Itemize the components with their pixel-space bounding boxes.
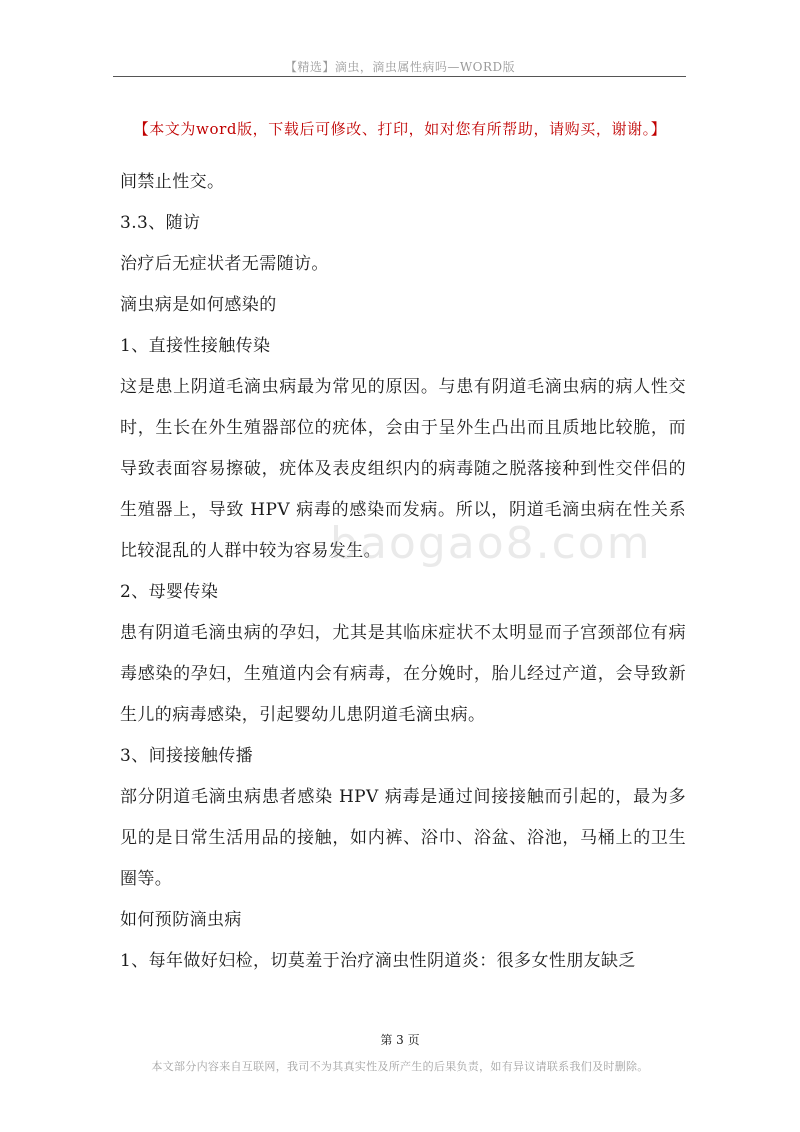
section-heading: 2、母婴传染 — [120, 582, 219, 602]
paragraph: 这是患上阴道毛滴虫病最为常见的原因。与患有阴道毛滴虫病的病人性交时，生长在外生殖器部位的疣体，会由于呈外生凸出而且质地比较脆，而导致表面容易擦破，疣体及表皮组织内的病毒随之脱落接种到性交伴侣的生殖器上，导致 HPV 病毒的感染而发病。所以，阴道毛滴虫病在性关系比较混乱的人群中较为容易发生。 — [120, 377, 686, 561]
section-heading: 3.3、随访 — [120, 213, 201, 233]
page-header-title: 【精选】滴虫，滴虫属性病吗—WORD版 — [284, 60, 516, 74]
header-divider — [113, 76, 686, 77]
section-heading: 滴虫病是如何感染的 — [120, 295, 277, 315]
section-heading: 1、直接性接触传染 — [120, 336, 271, 356]
document-body — [120, 162, 686, 982]
section-heading: 如何预防滴虫病 — [120, 910, 242, 930]
paragraph: 治疗后无症状者无需随访。 — [120, 254, 329, 274]
paragraph: 部分阴道毛滴虫病患者感染 HPV 病毒是通过间接接触而引起的，最为多见的是日常生活用品的接触，如内裤、浴巾、浴盆、浴池，马桶上的卫生圈等。 — [120, 787, 686, 889]
page-number: 第 3 页 — [380, 1033, 420, 1047]
paragraph: 患有阴道毛滴虫病的孕妇，尤其是其临床症状不太明显而子宫颈部位有病毒感染的孕妇，生殖道内会有病毒，在分娩时，胎儿经过产道，会导致新生儿的病毒感染，引起婴幼儿患阴道毛滴虫病。 — [120, 623, 686, 725]
purchase-notice: 【本文为word版，下载后可修改、打印，如对您有所帮助，请购买，谢谢。】 — [133, 120, 667, 138]
paragraph: 间禁止性交。 — [120, 172, 225, 192]
watermark: baogao8.com — [330, 518, 652, 569]
page-footer-disclaimer: 本文部分内容来自互联网，我司不为其真实性及所产生的后果负责，如有异议请联系我们及时删除。 — [151, 1060, 649, 1073]
section-heading: 3、间接接触传播 — [120, 746, 254, 766]
paragraph: 1、每年做好妇检，切莫羞于治疗滴虫性阴道炎：很多女性朋友缺乏 — [120, 951, 636, 971]
